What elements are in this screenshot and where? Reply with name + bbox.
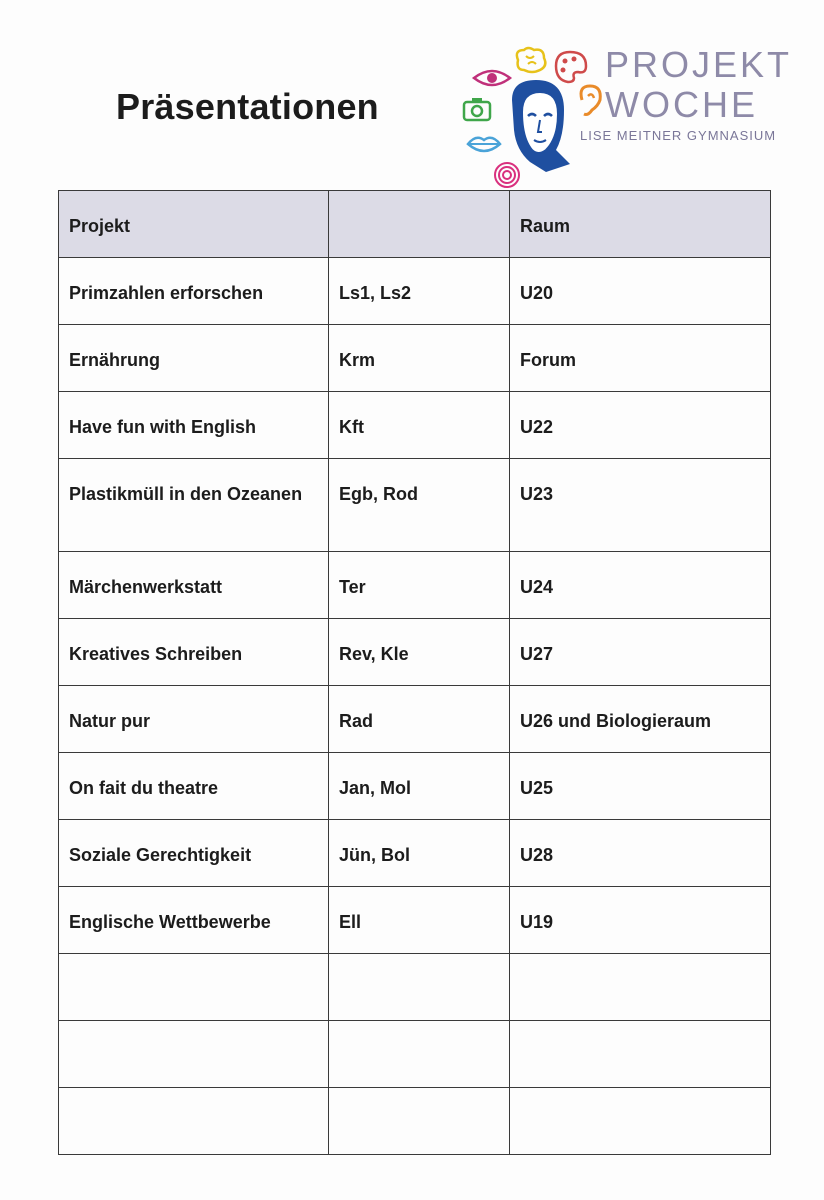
cell-raum: U20 xyxy=(510,258,771,325)
cell-projekt: Soziale Gerechtigkeit xyxy=(59,820,329,887)
cell-raum: U25 xyxy=(510,753,771,820)
lips-icon xyxy=(468,138,500,151)
cell-raum: U26 und Biologieraum xyxy=(510,686,771,753)
ear-icon xyxy=(581,86,600,115)
presentations-table xyxy=(58,190,770,1155)
cell-raum: Forum xyxy=(510,325,771,392)
cell-lehrer: Jan, Mol xyxy=(329,753,510,820)
eye-icon xyxy=(474,71,510,85)
cell-lehrer: Jün, Bol xyxy=(329,820,510,887)
table-row xyxy=(59,258,771,325)
table-row xyxy=(59,459,771,552)
table-row-empty xyxy=(59,954,771,1021)
header-lehrer xyxy=(329,191,510,258)
cell-projekt: Kreatives Schreiben xyxy=(59,619,329,686)
cell-lehrer: Krm xyxy=(329,325,510,392)
table-row-empty xyxy=(59,1088,771,1155)
cell-projekt: Primzahlen erforschen xyxy=(59,258,329,325)
logo-subtitle: LISE MEITNER GYMNASIUM xyxy=(580,128,777,143)
palette-icon xyxy=(556,52,586,82)
cell-lehrer xyxy=(329,1021,510,1088)
table-row xyxy=(59,392,771,459)
portrait-illustration xyxy=(512,80,570,172)
cell-projekt: Ernährung xyxy=(59,325,329,392)
cell-lehrer: Kft xyxy=(329,392,510,459)
cell-projekt: Plastikmüll in den Ozeanen xyxy=(59,459,329,552)
cell-raum xyxy=(510,1088,771,1155)
page-title: Präsentationen xyxy=(116,86,379,127)
cell-lehrer: Rev, Kle xyxy=(329,619,510,686)
cell-lehrer: Egb, Rod xyxy=(329,459,510,552)
table-row xyxy=(59,686,771,753)
brain-icon xyxy=(517,48,545,72)
header-raum: Raum xyxy=(510,191,771,258)
table-row xyxy=(59,887,771,954)
cell-projekt: Natur pur xyxy=(59,686,329,753)
cell-raum: U22 xyxy=(510,392,771,459)
table-row xyxy=(59,753,771,820)
cell-lehrer: Ter xyxy=(329,552,510,619)
table-row xyxy=(59,552,771,619)
cell-projekt xyxy=(59,954,329,1021)
header-projekt: Projekt xyxy=(59,191,329,258)
cell-raum: U19 xyxy=(510,887,771,954)
cell-raum xyxy=(510,1021,771,1088)
cell-projekt: On fait du theatre xyxy=(59,753,329,820)
camera-icon xyxy=(464,98,490,120)
fingerprint-icon xyxy=(495,163,519,187)
cell-projekt: Märchenwerkstatt xyxy=(59,552,329,619)
cell-projekt: Englische Wettbewerbe xyxy=(59,887,329,954)
cell-raum: U28 xyxy=(510,820,771,887)
cell-lehrer: Rad xyxy=(329,686,510,753)
table-header-row xyxy=(59,191,771,258)
cell-lehrer xyxy=(329,1088,510,1155)
table-row xyxy=(59,820,771,887)
cell-raum: U24 xyxy=(510,552,771,619)
logo-line-1: PROJEKT xyxy=(605,44,793,85)
cell-lehrer xyxy=(329,954,510,1021)
cell-lehrer: Ls1, Ls2 xyxy=(329,258,510,325)
logo-line-2: WOCHE xyxy=(605,84,758,125)
cell-projekt: Have fun with English xyxy=(59,392,329,459)
cell-raum: U27 xyxy=(510,619,771,686)
table-row xyxy=(59,325,771,392)
cell-projekt xyxy=(59,1021,329,1088)
cell-projekt xyxy=(59,1088,329,1155)
cell-lehrer: Ell xyxy=(329,887,510,954)
table-row-empty xyxy=(59,1021,771,1088)
cell-raum: U23 xyxy=(510,459,771,552)
table-row xyxy=(59,619,771,686)
cell-raum xyxy=(510,954,771,1021)
